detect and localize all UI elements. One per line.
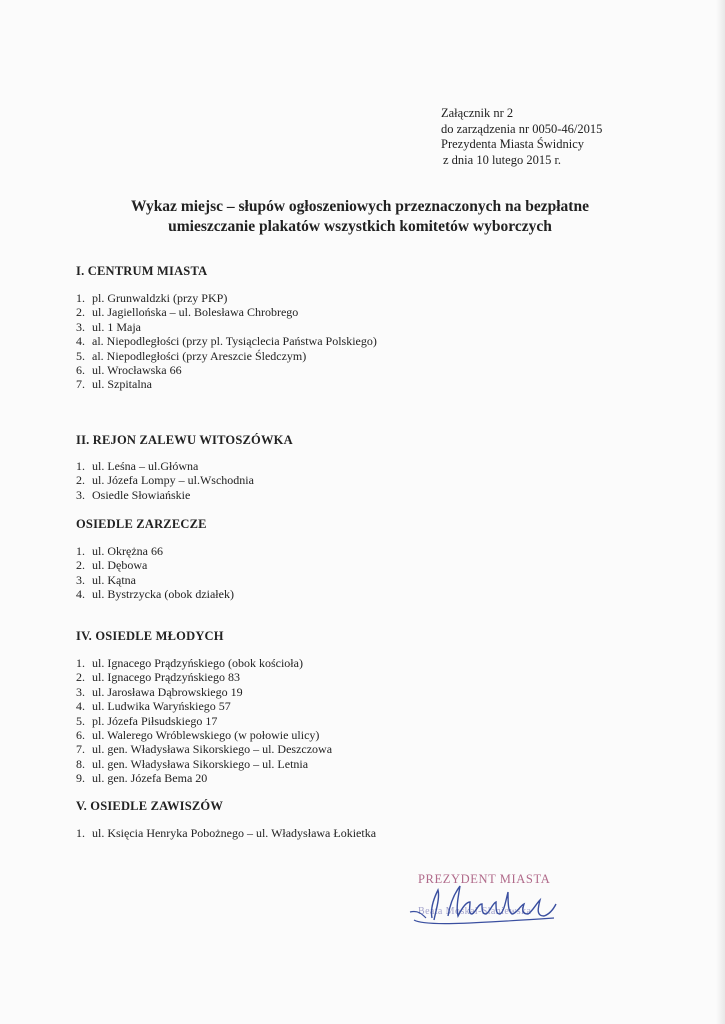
issue-date: z dnia 10 lutego 2015 r.	[443, 152, 562, 167]
section-list-zarzecze	[76, 544, 234, 602]
list-item: 6. ul. Wrocławska 66	[76, 363, 182, 378]
document-title	[40, 197, 680, 237]
list-item: 3. ul. Jarosława Dąbrowskiego 19	[76, 684, 243, 699]
list-item: 6. ul. Walerego Wróblewskiego (w połowie ulicy)	[76, 728, 320, 743]
list-item: 5. pl. Józefa Piłsudskiego 17	[76, 713, 218, 728]
list-item: 1. ul. Leśna – ul.Główna	[76, 459, 199, 473]
signature-icon	[404, 868, 574, 928]
section-heading-centrum: I. CENTRUM MIASTA	[76, 264, 208, 278]
list-item: 1. ul. Księcia Henryka Pobożnego – ul. Władysława Łokietka	[76, 826, 377, 840]
list-item: 8. ul. gen. Władysława Sikorskiego – ul. Letnia	[76, 756, 309, 771]
title-line-1: Wykaz miejsc – słupów ogłoszeniowych przeznaczonych na bezpłatne	[131, 198, 589, 215]
list-item: 3. Osiedle Słowiańskie	[76, 487, 191, 502]
list-item: 1. ul. Okrężna 66	[76, 544, 163, 558]
list-item: 2. ul. Jagiellońska – ul. Bolesława Chrobrego	[76, 305, 299, 320]
stamp-title: PREZYDENT MIASTA	[418, 872, 551, 886]
issuer: Prezydenta Miasta Świdnicy	[441, 137, 585, 151]
mayor-stamp	[404, 868, 574, 928]
section-heading-zawiszow: V. OSIEDLE ZAWISZÓW	[76, 799, 224, 813]
ordinance-number: do zarządzenia nr 0050-46/2015	[441, 121, 603, 136]
section-list-centrum	[76, 291, 377, 392]
list-item: 4. ul. Ludwika Waryńskiego 57	[76, 699, 231, 714]
scan-edge-shadow	[716, 0, 725, 1024]
section-heading-mlodych: IV. OSIEDLE MŁODYCH	[76, 629, 224, 643]
title-line-2: umieszczanie plakatów wszystkich komitetów wyborczych	[168, 218, 552, 235]
list-item: 5. al. Niepodległości (przy Areszcie Śledczym)	[76, 348, 307, 363]
attachment-header	[441, 106, 602, 168]
list-item: 2. ul. Józefa Lompy – ul.Wschodnia	[76, 473, 254, 488]
list-item: 4. al. Niepodległości (przy pl. Tysiąclecia Państwa Polskiego)	[76, 334, 377, 349]
section-heading-zarzecze: OSIEDLE ZARZECZE	[76, 517, 207, 531]
list-item: 3. ul. Kątna	[76, 572, 136, 587]
list-item: 3. ul. 1 Maja	[76, 319, 141, 334]
section-list-mlodych	[76, 656, 332, 786]
list-item: 1. ul. Ignacego Prądzyńskiego (obok kościoła)	[76, 656, 303, 670]
section-heading-witoszowka: II. REJON ZALEWU WITOSZÓWKA	[76, 433, 293, 447]
list-item: 4. ul. Bystrzycka (obok działek)	[76, 587, 234, 602]
attachment-number: Załącznik nr 2	[441, 106, 514, 120]
list-item: 2. ul. Dębowa	[76, 558, 148, 573]
list-item: 1. pl. Grunwaldzki (przy PKP)	[76, 291, 228, 305]
section-list-zawiszow	[76, 826, 376, 840]
stamp-subtext: Beata Moskal-Słaniewska	[418, 906, 532, 917]
list-item: 7. ul. Szpitalna	[76, 377, 152, 392]
section-list-witoszowka	[76, 459, 254, 502]
list-item: 2. ul. Ignacego Prądzyńskiego 83	[76, 670, 240, 685]
list-item: 7. ul. gen. Władysława Sikorskiego – ul. Deszczowa	[76, 742, 333, 757]
list-item: 9. ul. gen. Józefa Bema 20	[76, 771, 208, 786]
